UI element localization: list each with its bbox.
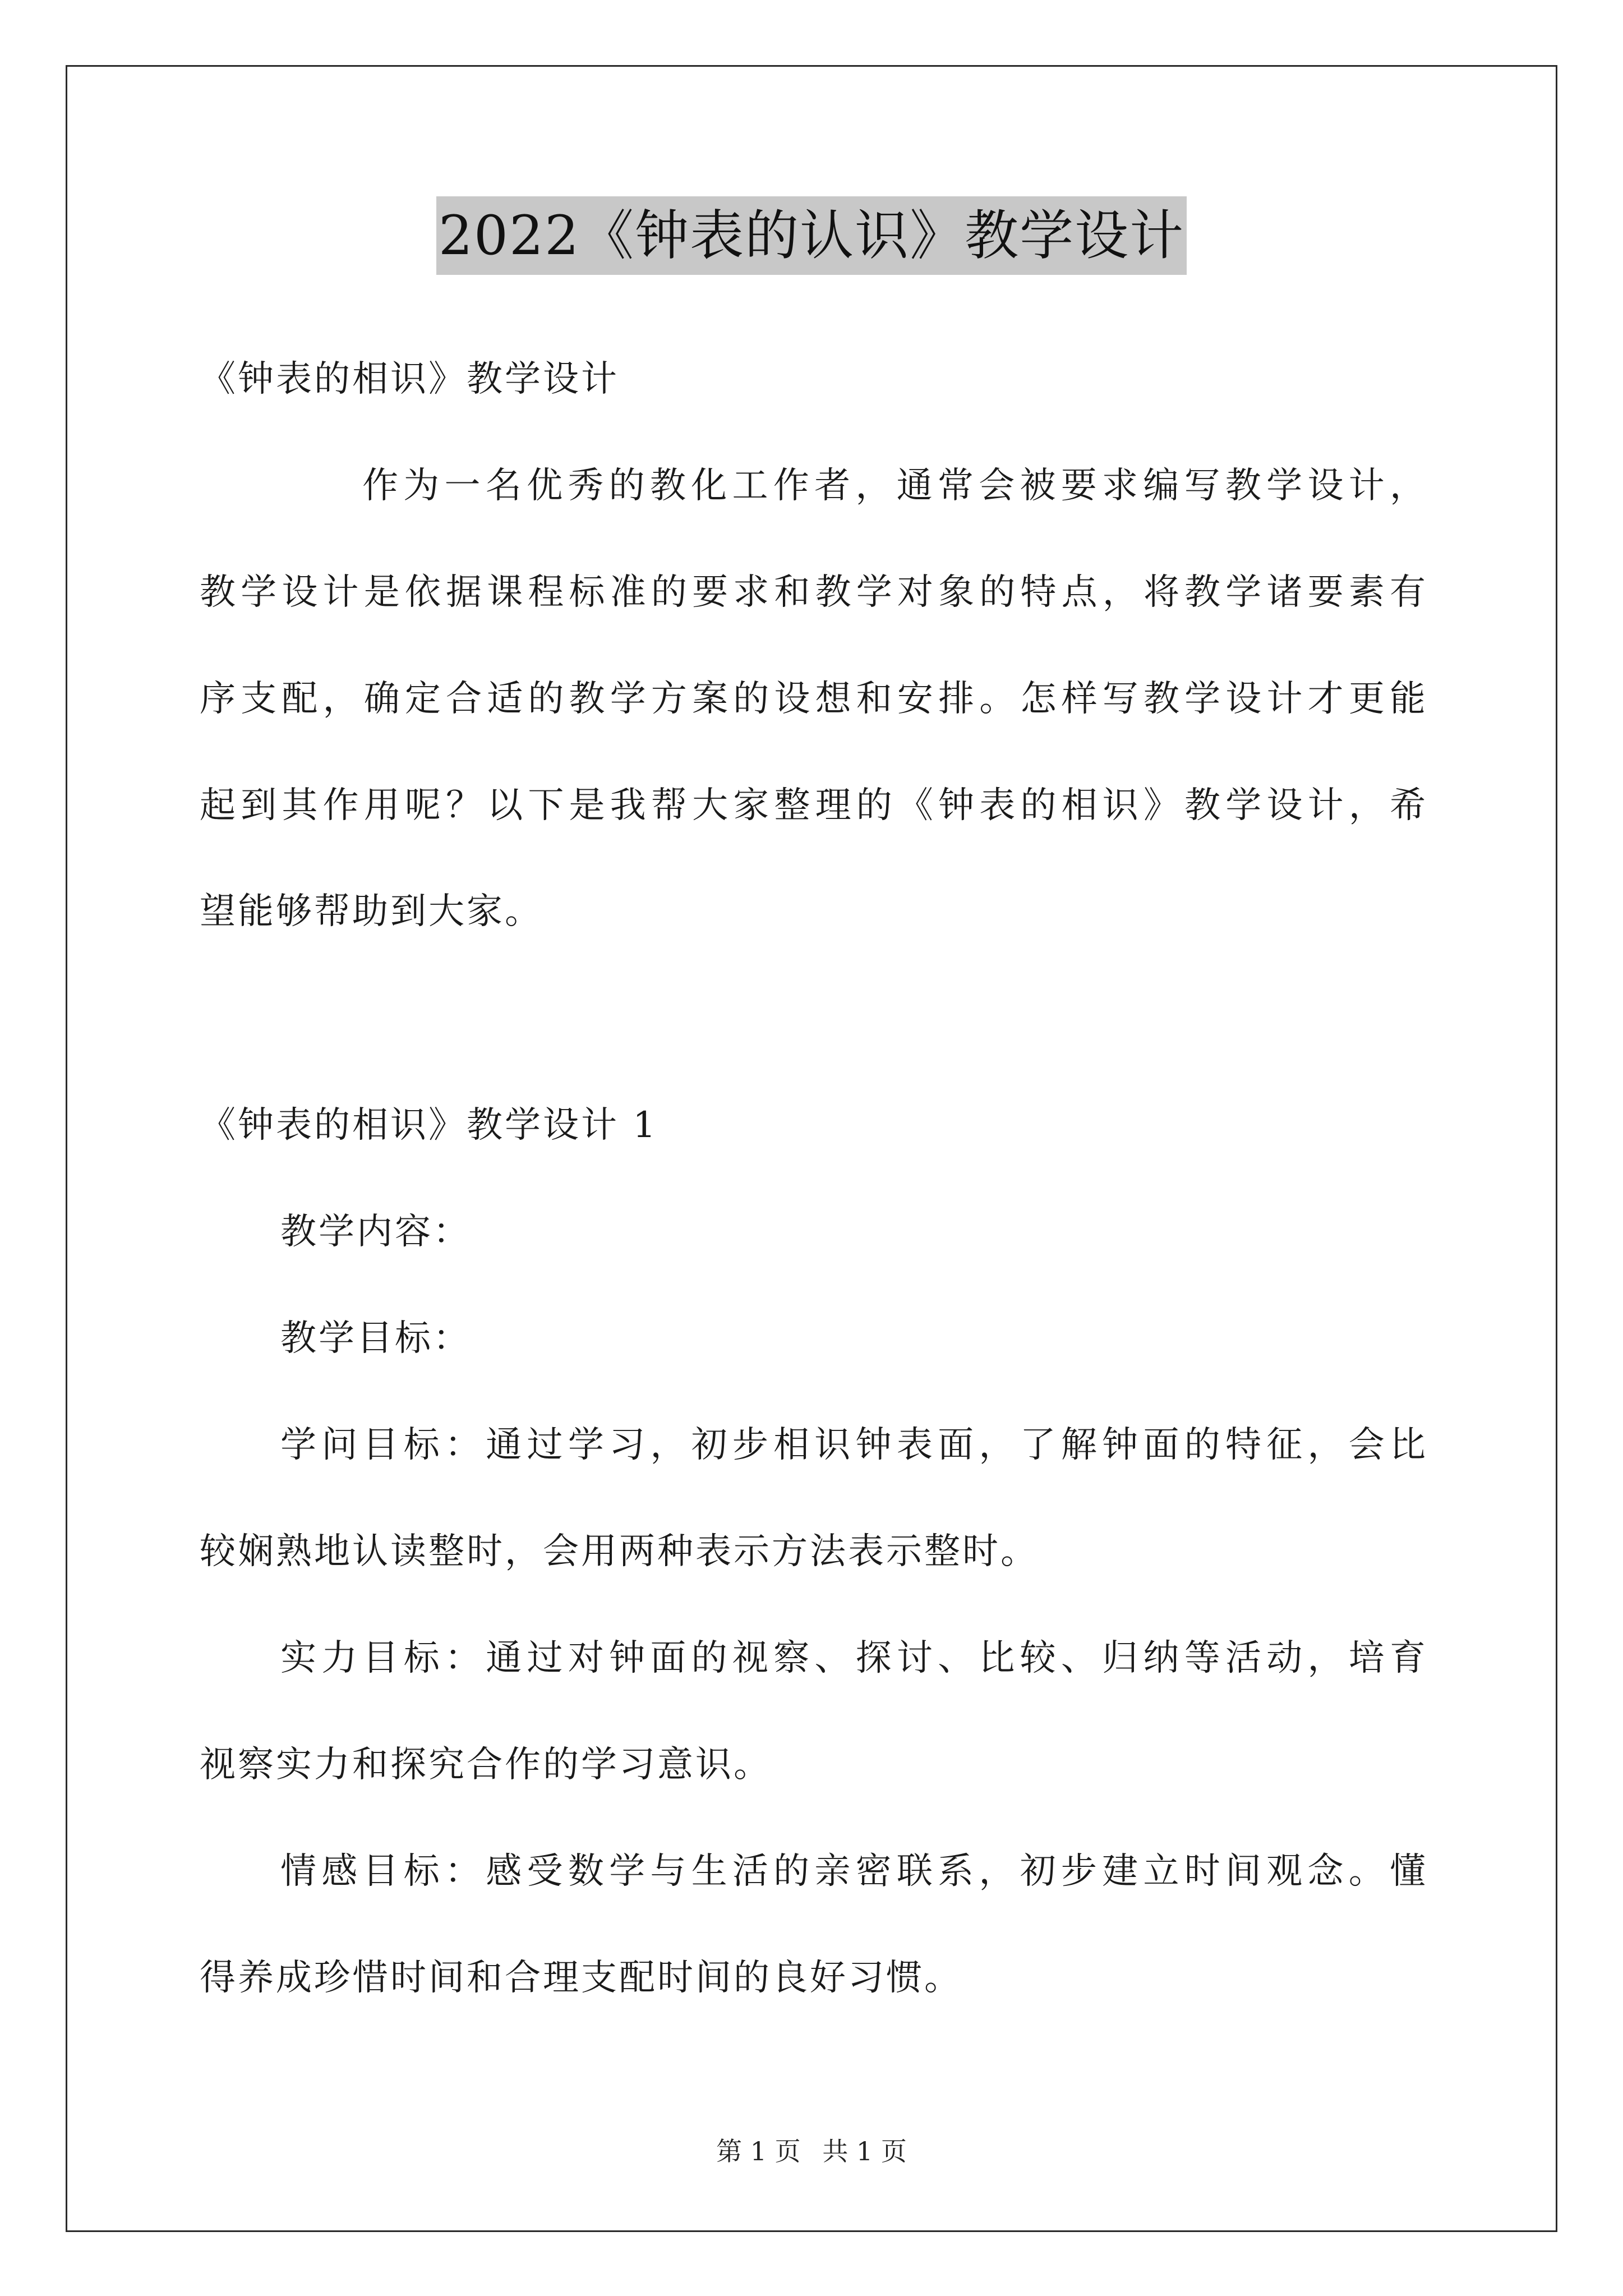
ability-goal-line-1: 实力目标：通过对钟面的视察、探讨、比较、归纳等活动，培育: [280, 1637, 1428, 1679]
intro-line-5: 望能够帮助到大家。: [200, 891, 543, 932]
knowledge-goal-line-2: 较娴熟地认读整时，会用两种表示方法表示整时。: [200, 1531, 1039, 1572]
emotion-goal-line-1: 情感目标：感受数学与生活的亲密联系，初步建立时间观念。懂: [280, 1851, 1428, 1892]
page-number: 第 1 页: [716, 2136, 801, 2166]
section-heading: 《钟表的相识》教学设计 1: [200, 1105, 658, 1146]
knowledge-goal-line-1: 学问目标：通过学习，初步相识钟表面，了解钟面的特征，会比: [280, 1424, 1428, 1466]
page-total: 共 1 页: [822, 2136, 907, 2166]
subtitle: 《钟表的相识》教学设计: [200, 358, 619, 400]
title-area: [0, 196, 1623, 275]
ability-goal-line-2: 视察实力和探究合作的学习意识。: [200, 1744, 772, 1786]
goals-label: 教学目标：: [280, 1318, 471, 1359]
document-title: 2022《钟表的认识》教学设计: [436, 196, 1187, 275]
intro-line-1: 作为一名优秀的教化工作者，通常会被要求编写教学设计，: [362, 465, 1428, 507]
intro-line-4: 起到其作用呢？以下是我帮大家整理的《钟表的相识》教学设计，希: [200, 785, 1428, 826]
emotion-goal-line-2: 得养成珍惜时间和合理支配时间的良好习惯。: [200, 1957, 962, 1999]
content-label: 教学内容：: [280, 1211, 471, 1253]
page-footer: [0, 2134, 1623, 2168]
intro-line-2: 教学设计是依据课程标准的要求和教学对象的特点，将教学诸要素有: [200, 572, 1428, 613]
intro-line-3: 序支配，确定合适的教学方案的设想和安排。怎样写教学设计才更能: [200, 678, 1428, 720]
